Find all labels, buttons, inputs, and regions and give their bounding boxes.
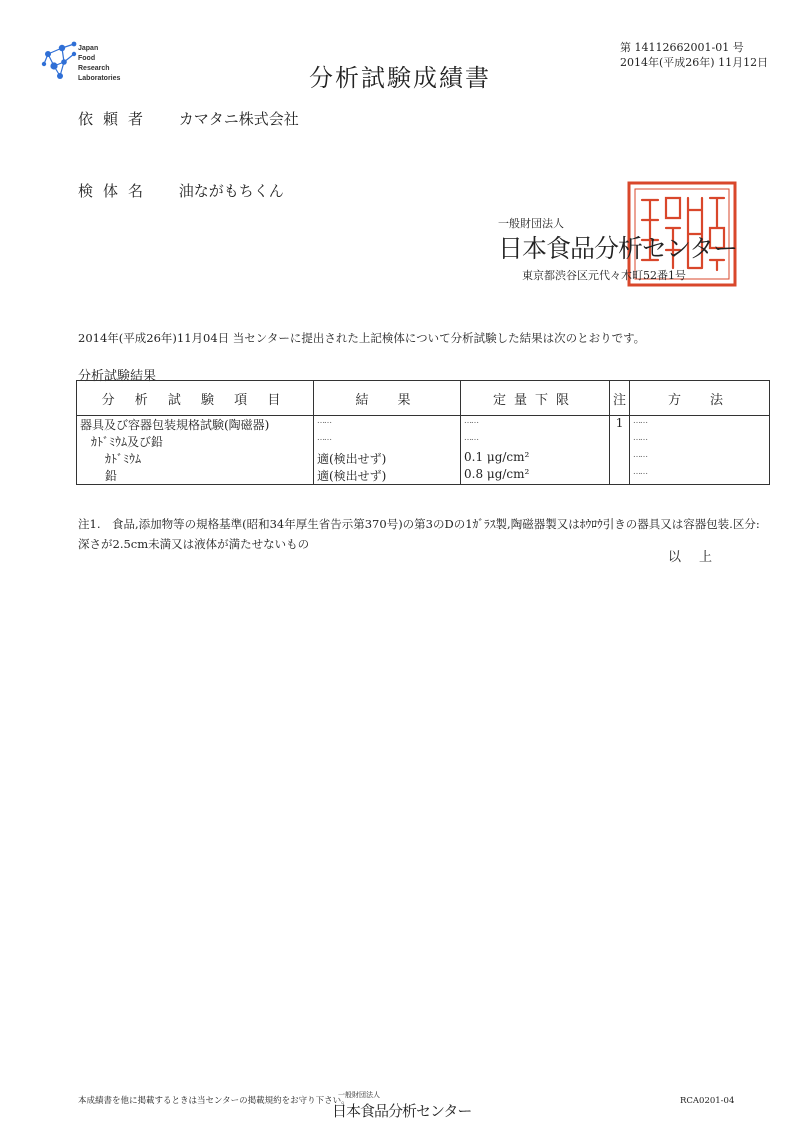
document-number: 第 14112662001-01 号 (620, 41, 744, 54)
issuer-block (498, 215, 737, 283)
cell-method: …… (630, 450, 770, 467)
document-date: 2014年(平成26年) 11月12日 (620, 56, 769, 69)
footer-issuer (332, 1090, 471, 1121)
table-row (77, 450, 770, 467)
cell-loq: 0.8 μg/cm² (461, 467, 610, 485)
logo-line: Japan (78, 45, 99, 52)
logo-line: Food (78, 55, 96, 62)
cell-item: 鉛 (77, 467, 314, 485)
cell-item: ｶﾄﾞﾐｳﾑ及び鉛 (77, 433, 314, 450)
cell-loq: …… (461, 433, 610, 450)
table-header-row (77, 381, 770, 416)
header-note: 注 (610, 381, 630, 416)
client-row (78, 108, 299, 129)
cell-result: 適(検出せず) (314, 467, 461, 485)
logo-line: Laboratories (78, 75, 121, 82)
sample-label: 検体名 (78, 182, 154, 200)
form-code: RCA0201-04 (680, 1096, 735, 1106)
cell-method: …… (630, 467, 770, 485)
cell-loq: …… (461, 416, 610, 434)
section-title: 分析試験結果 (78, 369, 157, 384)
footnote: 注1. 食品,添加物等の規格基準(昭和34年厚生省告示第370号)の第3のDの1ｶﾞﾗｽ製,陶磁器製又はﾎｳﾛｳ引きの器具又は容器包装.区分:深さが2.5cm未満又は液体が満たせないもの (78, 517, 760, 551)
client-label: 依頼者 (78, 110, 154, 128)
cell-result: 適(検出せず) (314, 450, 461, 467)
header-method: 方 法 (630, 381, 770, 416)
issuer-name: 日本食品分析センター (498, 235, 738, 263)
table-row (77, 416, 770, 434)
footer-note: 本成績書を他に掲載するときは当センターの掲載規約をお守り下さい。 (78, 1096, 350, 1106)
cell-note: 1 (610, 416, 630, 434)
sample-row (78, 180, 284, 201)
cell-loq: 0.1 μg/cm² (461, 450, 610, 467)
logo-line: Research (78, 65, 110, 72)
document-title: 分析試験成績書 (309, 64, 491, 92)
footer-issuer-type: 一般財団法人 (338, 1092, 380, 1099)
cell-note (610, 467, 630, 485)
intro-text: 2014年(平成26年)11月04日 当センターに提出された上記検体について分析試験した結果は次のとおりです。 (78, 331, 646, 345)
cell-result: …… (314, 433, 461, 450)
header-result: 結 果 (314, 381, 461, 416)
header-loq: 定量下限 (461, 381, 610, 416)
header-item: 分 析 試 験 項 目 (77, 381, 314, 416)
footer-issuer-name: 日本食品分析センター (332, 1103, 472, 1120)
cell-method: …… (630, 433, 770, 450)
issuer-type: 一般財団法人 (498, 218, 564, 230)
issuer-address: 東京都渋谷区元代々木町52番1号 (522, 269, 686, 282)
table-row (77, 433, 770, 450)
cell-note (610, 433, 630, 450)
sample-value: 油ながもちくん (178, 182, 284, 200)
table-row (77, 467, 770, 485)
cell-item: 器具及び容器包装規格試験(陶磁器) (77, 416, 314, 434)
client-value: カマタニ株式会社 (178, 110, 299, 128)
cell-item: ｶﾄﾞﾐｳﾑ (77, 450, 314, 467)
document-meta (620, 40, 768, 70)
results-table (76, 380, 770, 485)
closing-mark: 以上 (668, 550, 731, 565)
cell-method: …… (630, 416, 770, 434)
cell-note (610, 450, 630, 467)
cell-result: …… (314, 416, 461, 434)
